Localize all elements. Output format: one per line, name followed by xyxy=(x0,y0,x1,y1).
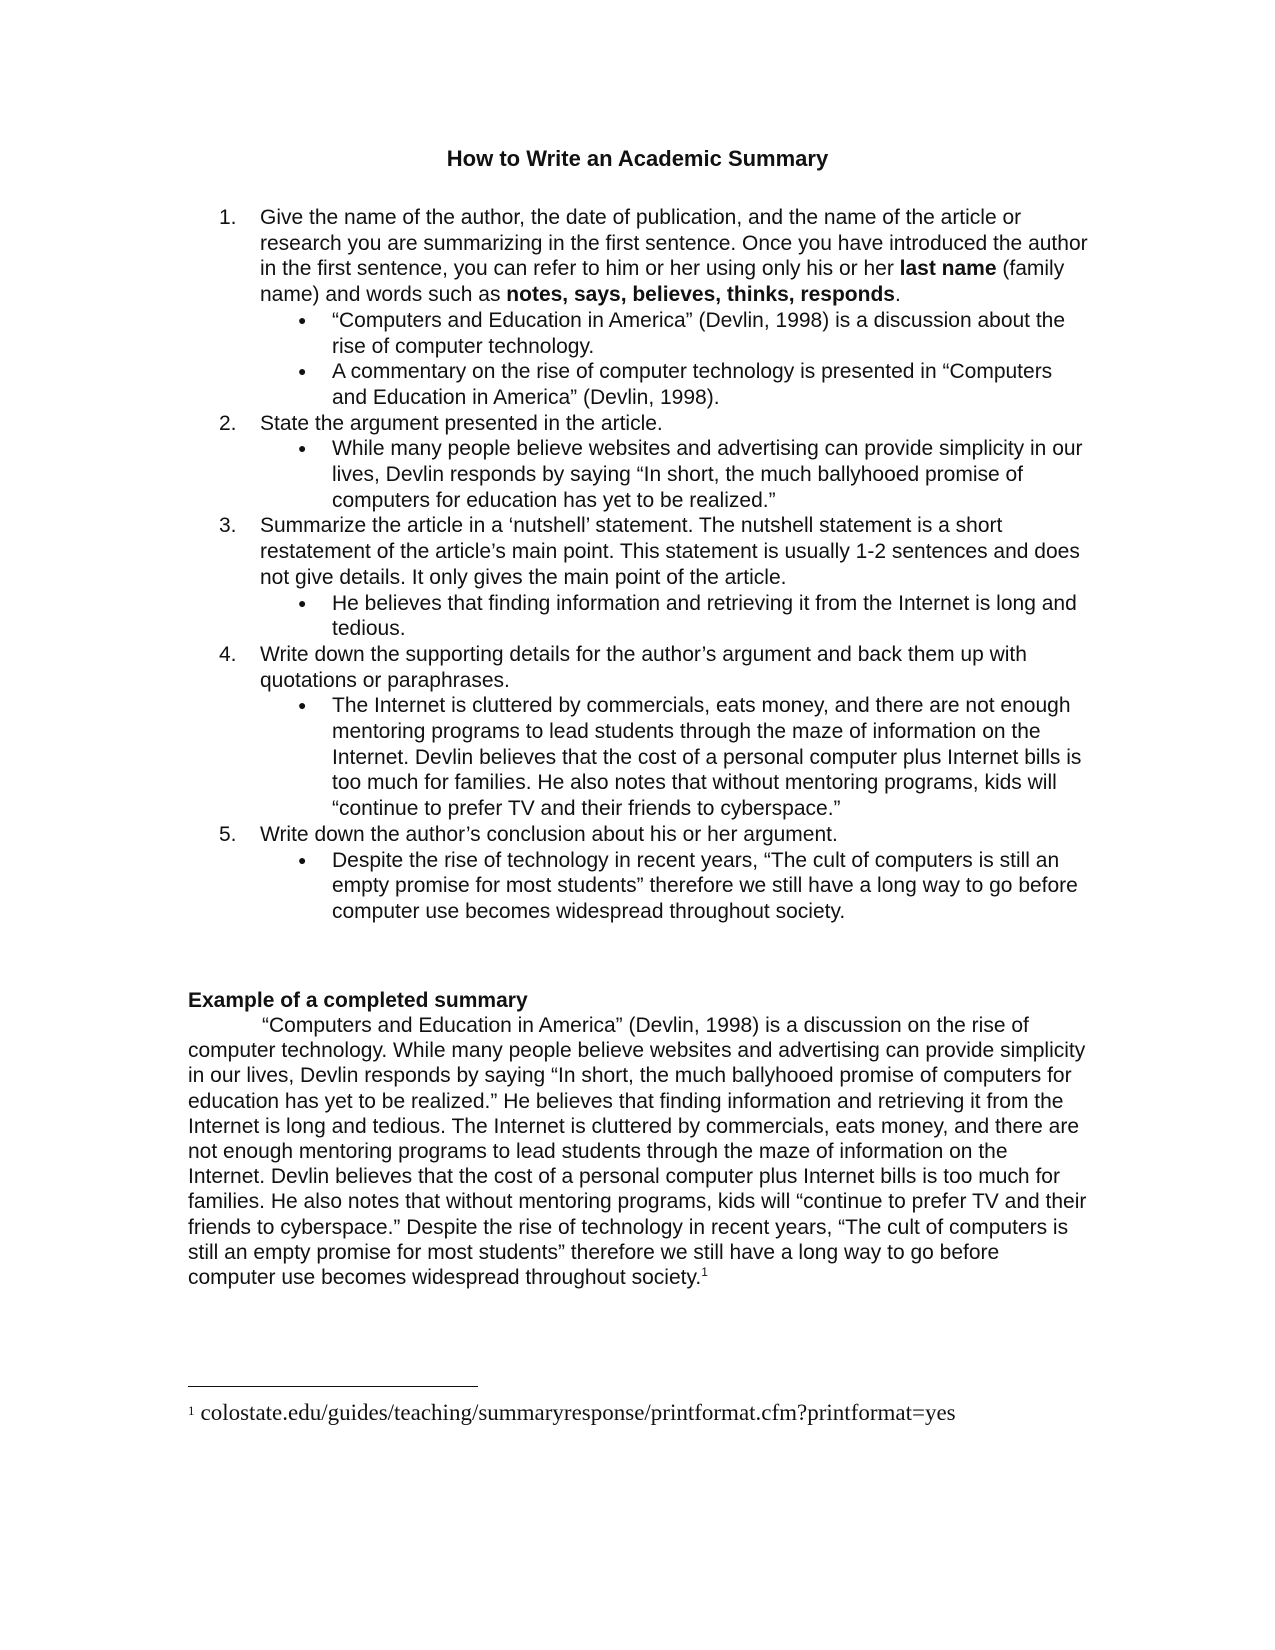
example-text: He believes that finding information and retrieving it from the Internet is long and tedious. xyxy=(332,591,1077,641)
step-item xyxy=(188,513,1088,642)
example-text: The Internet is cluttered by commercials, eats money, and there are not enough mentoring programs to lead students through the maze of information on the Internet. Devlin believes that the cost of a personal computer plus Internet bills is too much for families. He also notes that without mentoring programs, kids will “continue to prefer TV and their friends to cyberspace.” xyxy=(332,694,1082,821)
step-item xyxy=(188,642,1088,822)
example-item xyxy=(260,591,1088,642)
example-item xyxy=(260,308,1088,359)
bullet-icon: ● xyxy=(298,363,307,380)
step-text: Summarize the article in a ‘nutshell’ statement. The nutshell statement is a short restatement of the article’s main point. This statement is usually 1-2 sentences and does not give details. It only gives the main point of the article. xyxy=(260,514,1080,589)
example-text: Despite the rise of technology in recent years, “The cult of computers is still an empty promise for most students” therefore we still have a long way to go before computer use becomes widespread throughout society. xyxy=(332,848,1078,923)
step-item xyxy=(188,205,1088,411)
example-summary-text: “Computers and Education in America” (Devlin, 1998) is a discussion on the rise of computer technology. While many people believe websites and advertising can provide simplicity in our lives, Devlin responds by saying “In short, the much ballyhooed promise of computers for education has yet to be realized.” He believes that finding information and retrieving it from the Internet is long and tedious. The Internet is cluttered by commercials, eats money, and there are not enough mentoring programs to lead students through the maze of information on the Internet. Devlin believes that the cost of a personal computer plus Internet bills is too much for families. He also notes that without mentoring programs, kids will “continue to prefer TV and their friends to cyberspace.” Despite the rise of technology in recent years, “The cult of computers is still an empty promise for most students” therefore we still have a long way to go before computer use becomes widespread throughout society. xyxy=(188,1014,1087,1290)
step-item xyxy=(188,822,1088,925)
bullet-icon: ● xyxy=(298,594,307,611)
example-item xyxy=(260,693,1088,822)
example-list xyxy=(260,693,1088,822)
example-list xyxy=(260,436,1088,513)
example-text: “Computers and Education in America” (Devlin, 1998) is a discussion about the rise of computer technology. xyxy=(332,308,1066,358)
step-text-part: (family name) and words such as xyxy=(260,257,1065,307)
example-text: A commentary on the rise of computer technology is presented in “Computers and Education in America” (Devlin, 1998). xyxy=(332,360,1053,409)
step-text xyxy=(260,205,1088,308)
footnote-number: 1 xyxy=(188,1403,195,1418)
example-summary-paragraph xyxy=(188,1013,1088,1290)
example-item xyxy=(260,436,1088,513)
steps-list xyxy=(188,205,1088,925)
step-emphasis: notes, says, believes, thinks, responds xyxy=(506,283,895,307)
footnote-reference[interactable]: 1 xyxy=(701,1265,708,1280)
step-text-part: . xyxy=(894,283,901,307)
step-number: 4. xyxy=(219,642,237,666)
step-emphasis: last name xyxy=(899,257,997,281)
step-number: 2. xyxy=(219,411,237,435)
example-text: While many people believe websites and advertising can provide simplicity in our lives, Devlin responds by saying “In short, the much ballyhooed promise of computers for education has yet to be realized.” xyxy=(332,437,1083,512)
bullet-icon: ● xyxy=(298,697,307,714)
footnote-source-link[interactable]: colostate.edu/guides/teaching/summaryresponse/printformat.cfm?printformat=yes xyxy=(200,1400,956,1425)
step-number: 5. xyxy=(219,822,237,846)
example-summary-heading: Example of a completed summary xyxy=(188,989,528,1012)
step-text: State the argument presented in the article. xyxy=(260,411,663,435)
step-text-part: Give the name of the author, the date of publication, and the name of the article or research you are summarizing in the first sentence. Once you have introduced the author in the first sentence, you can refer to him or her using only his or her xyxy=(260,206,1088,281)
step-number: 3. xyxy=(219,514,237,538)
page-title: How to Write an Academic Summary xyxy=(446,146,829,171)
example-item xyxy=(260,848,1088,925)
step-item xyxy=(188,411,1088,514)
bullet-icon: ● xyxy=(298,440,307,457)
step-text: Write down the author’s conclusion about his or her argument. xyxy=(260,822,838,846)
example-list xyxy=(260,848,1088,925)
example-list xyxy=(260,591,1088,642)
step-number: 1. xyxy=(219,206,237,229)
bullet-icon: ● xyxy=(298,311,307,328)
example-item xyxy=(260,359,1088,410)
footnote xyxy=(188,1398,1138,1428)
bullet-icon: ● xyxy=(298,851,307,868)
example-list xyxy=(260,308,1088,411)
footnote-divider xyxy=(188,1386,478,1387)
step-text: Write down the supporting details for the author’s argument and back them up with quotations or paraphrases. xyxy=(260,642,1027,692)
